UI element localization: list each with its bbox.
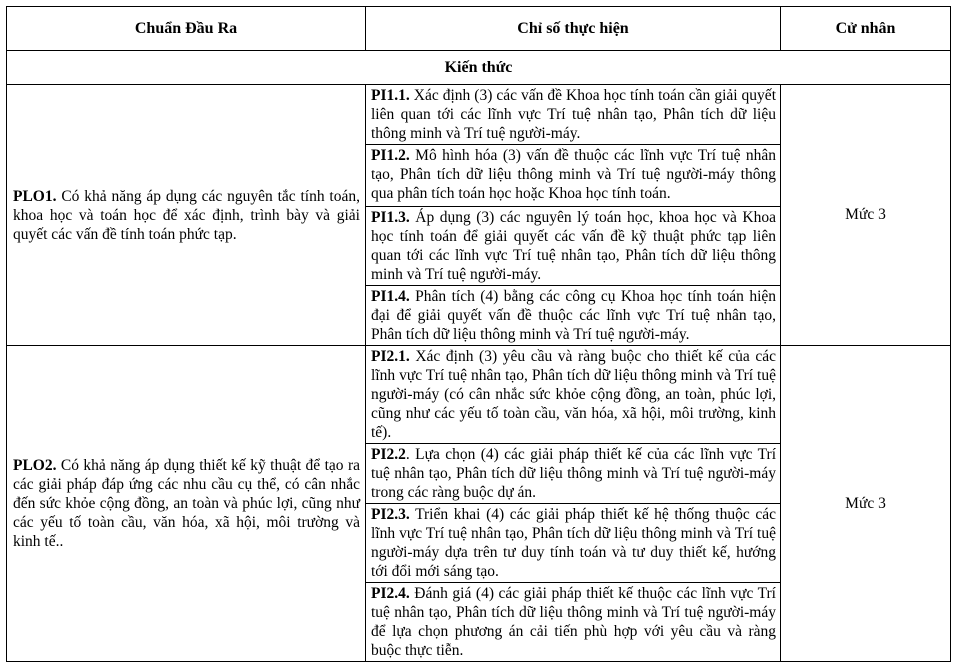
table-row [7, 346, 951, 444]
pi2-1-code: PI2.1. [371, 348, 410, 365]
pi2-4-cell [366, 583, 781, 662]
pi1-3-text: Áp dụng (3) các nguyên lý toán học, khoa học và Khoa học tính toán để giải quyết các vấn đề kỹ thuật phức tạp liên quan tới các lĩnh vực Trí tuệ nhân tạo, Phân tích dữ liệu thông minh và Trí tuệ người-máy. [371, 209, 776, 283]
pi1-4-cell [366, 286, 781, 346]
pi2-1-text: Xác định (3) yêu cầu và ràng buộc cho thiết kế của các lĩnh vực Trí tuệ nhân tạo, Phân tích dữ liệu thông minh và Trí tuệ người-máy (có cân nhắc sức khỏe cộng đồng, an toàn, phúc lợi, cũng như các yếu tố toàn cầu, văn hóa, xã hội, môi trường, kinh tế). [371, 348, 776, 441]
pi1-3-code: PI1.3. [371, 209, 410, 226]
pi2-2-text: . Lựa chọn (4) các giải pháp thiết kế của các lĩnh vực Trí tuệ nhân tạo, Phân tích dữ liệu thông minh và Trí tuệ người-máy trong các ràng buộc dự án. [371, 446, 776, 501]
plo2-code: PLO2. [13, 457, 57, 474]
pi1-2-text: Mô hình hóa (3) vấn đề thuộc các lĩnh vực Trí tuệ nhân tạo, Phân tích dữ liệu thông minh và Trí tuệ người-máy thông qua phân tích toán học hoặc Khoa học tính toán. [371, 147, 776, 202]
header-chuan-dau-ra: Chuẩn Đầu Ra [7, 7, 366, 51]
pi2-3-code: PI2.3. [371, 506, 410, 523]
pi2-4-code: PI2.4. [371, 585, 410, 602]
pi2-2-code: PI2.2 [371, 446, 406, 463]
learning-outcomes-table [6, 6, 951, 662]
pi1-2-cell [366, 145, 781, 207]
pi1-2-code: PI1.2. [371, 147, 410, 164]
pi1-3-cell [366, 207, 781, 286]
plo1-level-cell: Mức 3 [781, 85, 951, 346]
plo2-cell [7, 346, 366, 662]
pi1-1-code: PI1.1. [371, 87, 410, 104]
header-chi-so-thuc-hien: Chỉ số thực hiện [366, 7, 781, 51]
pi2-3-text: Triển khai (4) các giải pháp thiết kế hệ thống thuộc các lĩnh vực Trí tuệ nhân tạo, Phân tích dữ liệu thông minh và Trí tuệ người-máy dựa trên tư duy tính toán và tư duy thiết kế, hướng tới đổi mới sáng tạo. [371, 506, 776, 580]
header-cu-nhan: Cử nhân [781, 7, 951, 51]
pi1-1-cell [366, 85, 781, 145]
pi2-4-text: Đánh giá (4) các giải pháp thiết kế thuộc các lĩnh vực Trí tuệ nhân tạo, Phân tích dữ liệu thông minh và Trí tuệ người-máy để lựa chọn phương án cải tiến phù hợp với yêu cầu và ràng buộc thực tiễn. [371, 585, 776, 659]
table-row [7, 85, 951, 145]
pi2-2-cell [366, 444, 781, 504]
pi2-3-cell [366, 504, 781, 583]
pi1-1-text: Xác định (3) các vấn đề Khoa học tính toán cần giải quyết liên quan tới các lĩnh vực Trí tuệ nhân tạo, Phân tích dữ liệu thông minh và Trí tuệ người-máy. [371, 87, 776, 142]
pi1-4-code: PI1.4. [371, 288, 410, 305]
section-row [7, 51, 951, 85]
plo1-text: Có khả năng áp dụng các nguyên tắc tính toán, khoa học và toán học để xác định, trình bày và giải quyết các vấn đề tính toán phức tạp. [13, 187, 360, 243]
plo2-level-cell: Mức 3 [781, 346, 951, 662]
plo2-text: Có khả năng áp dụng thiết kế kỹ thuật để tạo ra các giải pháp đáp ứng các nhu cầu cụ thể, có cân nhắc đến sức khỏe cộng đồng, an toàn và phúc lợi, cũng như các yếu tố toàn cầu, văn hóa, xã hội, môi trường và kinh tế.. [13, 457, 360, 550]
plo1-cell [7, 85, 366, 346]
plo1-code: PLO1. [13, 187, 57, 205]
section-title-kien-thuc: Kiến thức [7, 51, 951, 85]
pi2-1-cell [366, 346, 781, 444]
pi1-4-text: Phân tích (4) bằng các công cụ Khoa học tính toán hiện đại để giải quyết vấn đề thuộc các lĩnh vực Trí tuệ nhân tạo, Phân tích dữ liệu thông minh và Trí tuệ người-máy. [371, 288, 776, 343]
header-row [7, 7, 951, 51]
